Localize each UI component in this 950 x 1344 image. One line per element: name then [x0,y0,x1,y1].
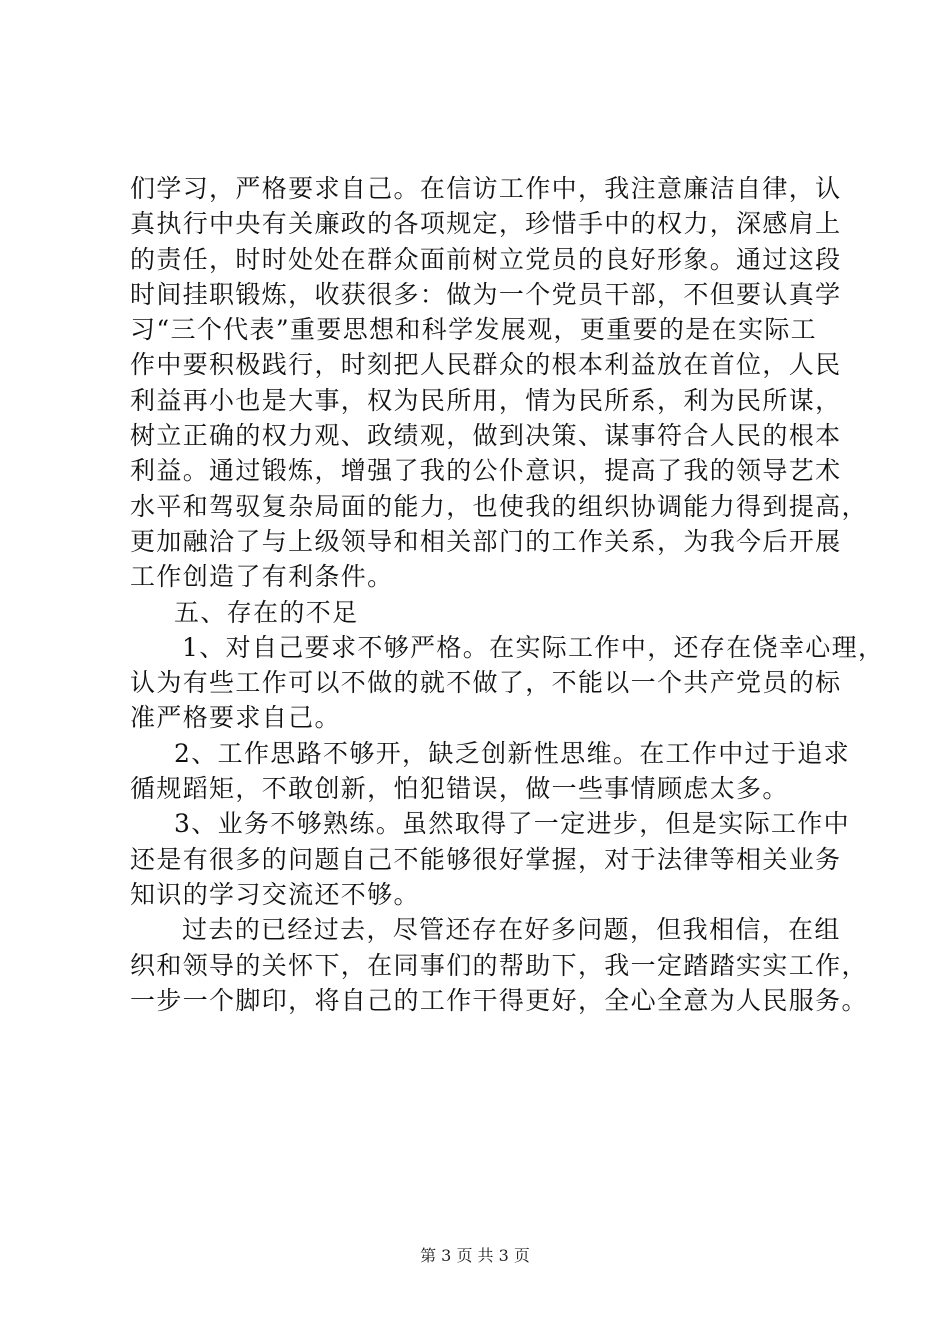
text-line: 更加融洽了与上级领导和相关部门的工作关系，为我今后开展 [130,526,842,556]
text-line: 真执行中央有关廉政的各项规定，珍惜手中的权力，深感肩上 [130,209,842,239]
text-line: 织和领导的关怀下，在同事们的帮助下，我一定踏踏实实工作， [130,950,868,980]
text-line: 们学习，严格要求自己。在信访工作中，我注意廉洁自律，认 [130,174,842,203]
text-line: 水平和驾驭复杂局面的能力，也使我的组织协调能力得到提高， [130,491,868,521]
text-line: 准严格要求自己。 [130,703,341,733]
text-line: 利益再小也是大事，权为民所用，情为民所系，利为民所谋， [130,385,842,415]
text-line: 3、业务不够熟练。虽然取得了一定进步，但是实际工作中 [174,809,851,839]
text-line: 1、对自己要求不够严格。在实际工作中，还存在侥幸心理， [182,632,885,662]
page-footer: 第 3 页 共 3 页 [420,1246,530,1265]
text-line: 认为有些工作可以不做的就不做了，不能以一个共产党员的标 [130,668,842,698]
text-line: 循规蹈矩，不敢创新，怕犯错误，做一些事情顾虑太多。 [130,774,789,804]
text-line: 的责任，时时处处在群众面前树立党员的良好形象。通过这段 [130,244,842,274]
text-line: 一步一个脚印，将自己的工作干得更好，全心全意为人民服务。 [130,985,868,1015]
text-line: 2、工作思路不够开，缺乏创新性思维。在工作中过于追求 [174,738,851,768]
text-line: 时间挂职锻炼，收获很多：做为一个党员干部，不但要认真学 [130,279,842,309]
section-heading: 五、存在的不足 [174,597,359,627]
text-line: 利益。通过锻炼，增强了我的公仆意识，提高了我的领导艺术 [130,456,842,486]
text-line: 还是有很多的问题自己不能够很好掌握，对于法律等相关业务 [130,844,842,874]
text-line: 工作创造了有利条件。 [130,562,394,592]
text-line: 知识的学习交流还不够。 [130,879,420,909]
text-line: 树立正确的权力观、政绩观，做到决策、谋事符合人民的根本 [130,421,842,451]
document-body [130,171,885,1018]
text-line: 作中要积极践行，时刻把人民群众的根本利益放在首位，人民 [130,350,842,380]
text-line: 习“三个代表”重要思想和科学发展观，更重要的是在实际工 [130,315,818,345]
text-line: 过去的已经过去，尽管还存在好多问题，但我相信，在组 [182,915,841,945]
